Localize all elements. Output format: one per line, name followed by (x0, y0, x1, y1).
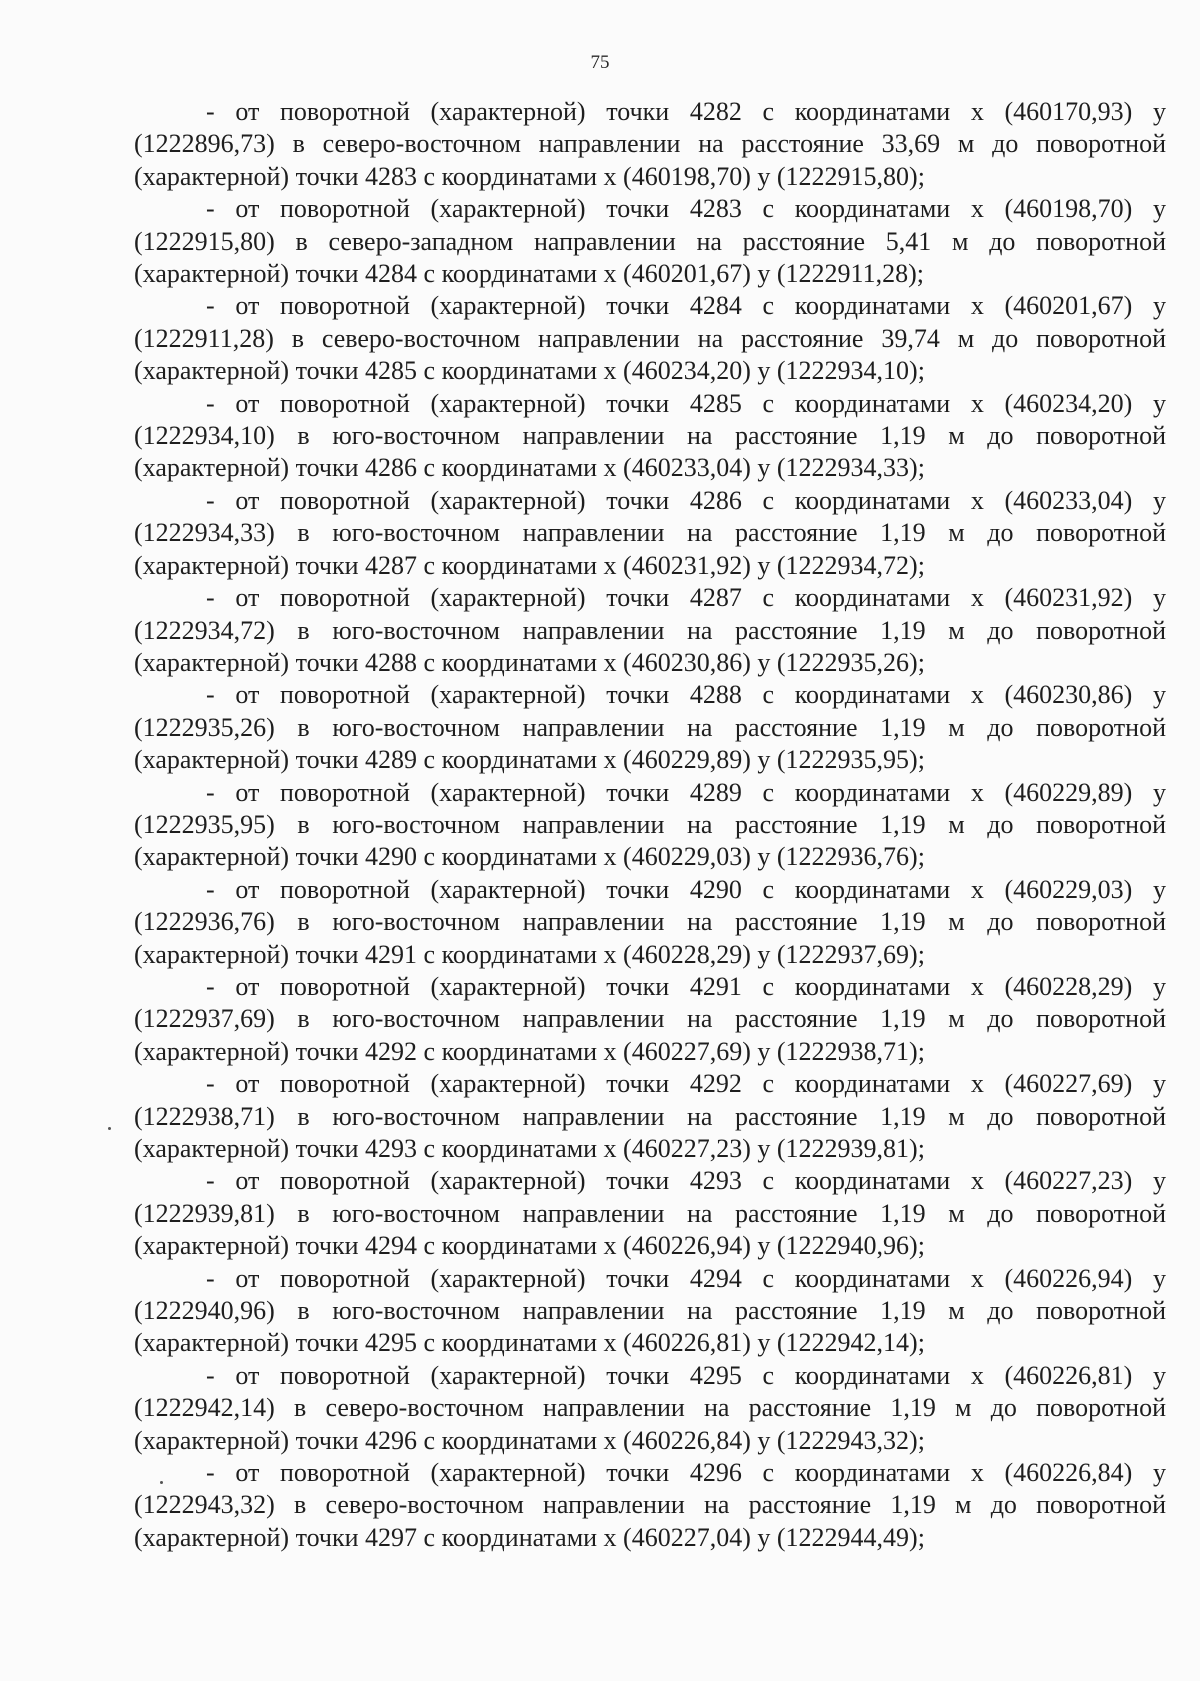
boundary-segment-paragraph: - от поворотной (характерной) точки 4286 с координатами х (460233,04) у (1222934,33) в юго-восточном направлении на расстояние 1,19 м до поворотной (характерной) точки 4287 с координатами х (460231,92) у (1222934,72); (134, 485, 1166, 580)
boundary-segment-paragraph: - от поворотной (характерной) точки 4293 с координатами х (460227,23) у (1222939,81) в юго-восточном направлении на расстояние 1,19 м до поворотной (характерной) точки 4294 с координатами х (460226,94) у (1222940,96); (134, 1166, 1166, 1261)
boundary-segment-paragraph: - от поворотной (характерной) точки 4282 с координатами х (460170,93) у (1222896,73) в северо-восточном направлении на расстояние 33,69 м до поворотной (характерной) точки 4283 с координатами х (460198,70) у (1222915,80); (134, 97, 1166, 191)
boundary-segment-paragraph: - от поворотной (характерной) точки 4284 с координатами х (460201,67) у (1222911,28) в северо-восточном направлении на расстояние 39,74 м до поворотной (характерной) точки 4285 с координатами х (460234,20) у (1222934,10); (134, 291, 1166, 386)
scan-speck (108, 1127, 111, 1130)
page-number: 75 (590, 52, 610, 73)
boundary-segment-paragraph: - от поворотной (характерной) точки 4285 с координатами х (460234,20) у (1222934,10) в юго-восточном направлении на расстояние 1,19 м до поворотной (характерной) точки 4286 с координатами х (460233,04) у (1222934,33); (134, 388, 1166, 483)
boundary-segment-paragraph: - от поворотной (характерной) точки 4287 с координатами х (460231,92) у (1222934,72) в юго-восточном направлении на расстояние 1,19 м до поворотной (характерной) точки 4288 с координатами х (460230,86) у (1222935,26); (134, 583, 1166, 677)
boundary-segment-paragraph: - от поворотной (характерной) точки 4291 с координатами х (460228,29) у (1222937,69) в юго-восточном направлении на расстояние 1,19 м до поворотной (характерной) точки 4292 с координатами х (460227,69) у (1222938,71); (134, 971, 1166, 1066)
boundary-segment-paragraph: - от поворотной (характерной) точки 4292 с координатами х (460227,69) у (1222938,71) в юго-восточном направлении на расстояние 1,19 м до поворотной (характерной) точки 4293 с координатами х (460227,23) у (1222939,81); (134, 1069, 1166, 1163)
boundary-segment-paragraph: - от поворотной (характерной) точки 4283 с координатами х (460198,70) у (1222915,80) в северо-западном направлении на расстояние 5,41 м до поворотной (характерной) точки 4284 с координатами х (460201,67) у (1222911,28); (134, 194, 1166, 289)
boundary-segment-paragraph: - от поворотной (характерной) точки 4290 с координатами х (460229,03) у (1222936,76) в юго-восточном направлении на расстояние 1,19 м до поворотной (характерной) точки 4291 с координатами х (460228,29) у (1222937,69); (134, 874, 1166, 969)
scan-speck (160, 1481, 163, 1484)
boundary-segment-paragraph: - от поворотной (характерной) точки 4295 с координатами х (460226,81) у (1222942,14) в северо-восточном направлении на расстояние 1,19 м до поворотной (характерной) точки 4296 с координатами х (460226,84) у (1222943,32); (134, 1360, 1166, 1455)
boundary-segment-paragraph: - от поворотной (характерной) точки 4288 с координатами х (460230,86) у (1222935,26) в юго-восточном направлении на расстояние 1,19 м до поворотной (характерной) точки 4289 с координатами х (460229,89) у (1222935,95); (134, 680, 1166, 775)
boundary-segment-paragraph: - от поворотной (характерной) точки 4289 с координатами х (460229,89) у (1222935,95) в юго-восточном направлении на расстояние 1,19 м до поворотной (характерной) точки 4290 с координатами х (460229,03) у (1222936,76); (134, 777, 1166, 872)
document-body (134, 96, 1166, 1554)
boundary-segment-paragraph: - от поворотной (характерной) точки 4294 с координатами х (460226,94) у (1222940,96) в юго-восточном направлении на расстояние 1,19 м до поворотной (характерной) точки 4295 с координатами х (460226,81) у (1222942,14); (134, 1263, 1166, 1358)
boundary-segment-paragraph: - от поворотной (характерной) точки 4296 с координатами х (460226,84) у (1222943,32) в северо-восточном направлении на расстояние 1,19 м до поворотной (характерной) точки 4297 с координатами х (460227,04) у (1222944,49); (134, 1458, 1166, 1552)
